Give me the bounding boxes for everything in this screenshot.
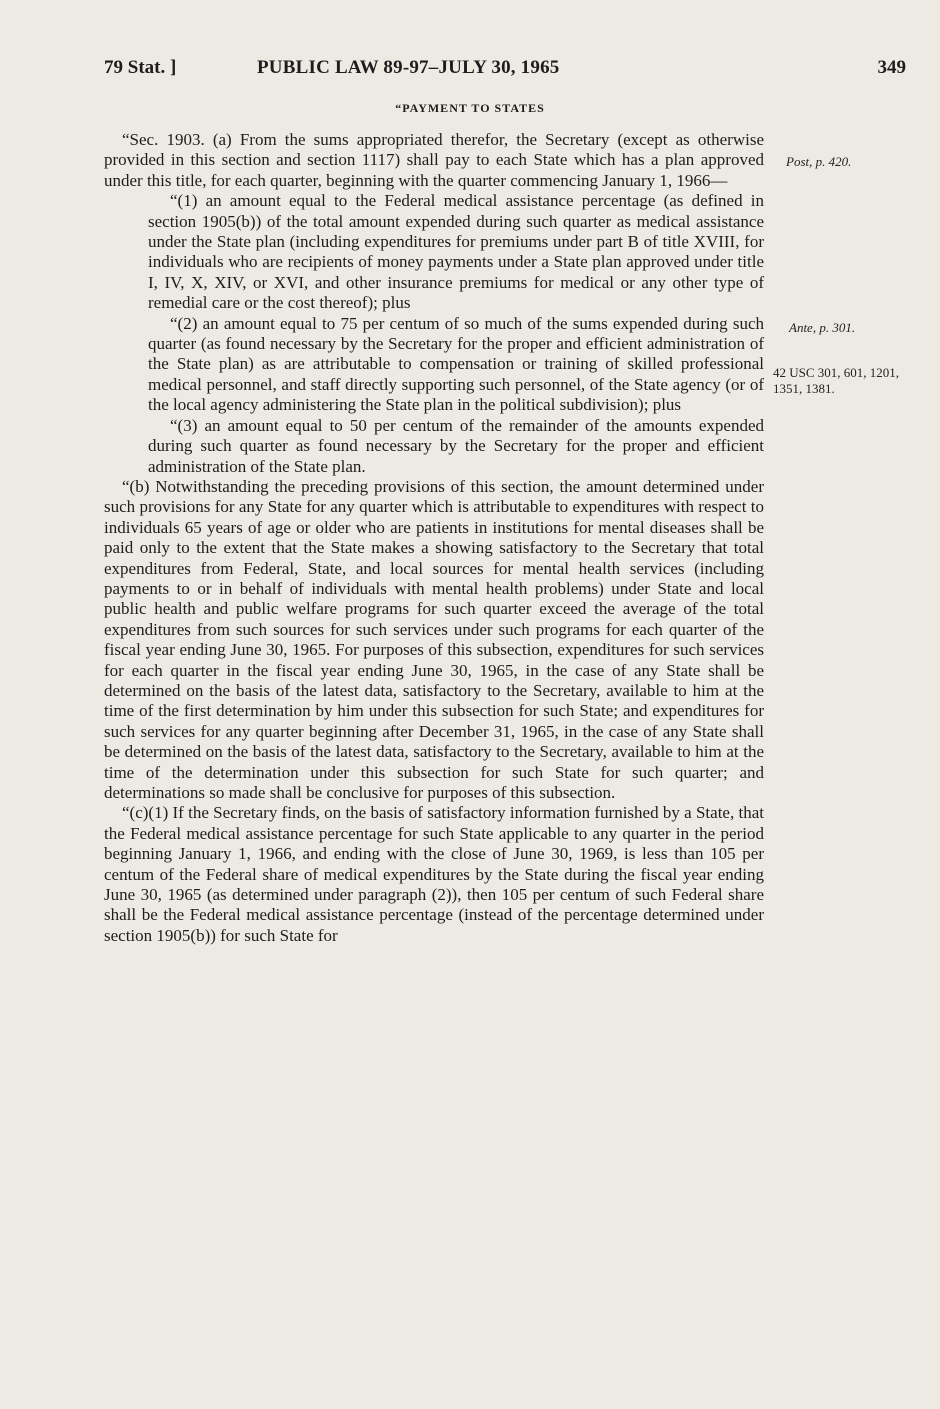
page-number: 349 [877, 57, 906, 78]
section-heading: “PAYMENT TO STATES [395, 101, 545, 115]
paragraph-a-3: “(3) an amount equal to 50 per centum of the remainder of the amounts expended during such quarter as found necessary by the Secretary for the proper and efficient administration of the State plan. [148, 415, 764, 476]
volume-reference: 79 Stat. ] [104, 57, 177, 78]
paragraph-a-1: “(1) an amount equal to the Federal medical assistance percentage (as defined in section 1905(b)) of the total amount expended during such quarter as medical assistance under the State plan (including expenditures for premiums under part B of title XVIII, for individuals who are recipients of money payments under a State plan approved under title I, IV, X, XIV, or XVI, and other insurance premiums for medical or any other type of remedial care or the cost thereof); plus [148, 191, 764, 313]
page-header [104, 57, 906, 85]
margin-note-ante: Ante, p. 301. [789, 320, 856, 335]
paragraph-b: “(b) Notwithstanding the preceding provisions of this section, the amount determined under such provisions for any State for any quarter which is attributable to expenditures with respect to individuals 65 years of age or older who are patients in institutions for mental diseases shall be paid only to the extent that the State makes a showing satisfactory to the Secretary that total expenditures from Federal, State, and local sources for mental health services (including payments to or in behalf of individuals with mental health problems) under State and local public health and public welfare programs for such quarter exceed the average of the total expenditures from such sources for such services under such programs for each quarter of the fiscal year ending June 30, 1965. For purposes of this subsection, expenditures for such services for each quarter in the fiscal year ending June 30, 1965, in the case of any State shall be determined on the basis of the latest data, satisfactory to the Secretary, available to him at the time of the first determination by him under this subsection for such State; and expenditures for such services for any quarter beginning after December 31, 1965, in the case of any State shall be determined on the basis of the latest data, satisfactory to the Secretary, available to him at the time of the determination under this subsection for such State for such quarter; and determinations so made shall be conclusive for purposes of this subsection. [104, 476, 764, 802]
paragraph-sec-1903-a: “Sec. 1903. (a) From the sums appropriated therefor, the Secretary (except as otherwise provided in this section and section 1117) shall pay to each State which has a plan approved under this title, for each quarter, beginning with the quarter commencing January 1, 1966— [104, 130, 764, 190]
margin-note-usc: 42 USC 301, 601, 1201, 1351, 1381. [773, 365, 900, 396]
paragraph-c-1: “(c)(1) If the Secretary finds, on the basis of satisfactory information furnished by a State, that the Federal medical assistance percentage for such State applicable to any quarter in the period beginning January 1, 1966, and ending with the close of June 30, 1969, is less than 105 per centum of the Federal share of medical expenditures by the State during the fiscal year ending June 30, 1965 (as determined under paragraph (2)), then 105 per centum of such Federal share shall be the Federal medical assistance percentage (instead of the percentage determined under section 1905(b)) for such State for [104, 803, 764, 945]
law-title: PUBLIC LAW 89-97–JULY 30, 1965 [257, 57, 560, 78]
body-text [104, 130, 764, 946]
margin-note-post: Post, p. 420. [786, 154, 852, 169]
paragraph-a-2: “(2) an amount equal to 75 per centum of so much of the sums expended during such quarter (as found necessary by the Secretary for the proper and efficient administration of the State plan) as are attributable to compensation or training of skilled professional medical personnel, and staff directly supporting such personnel, of the State agency (or of the local agency administering the State plan in the political subdivision); plus [148, 313, 764, 415]
